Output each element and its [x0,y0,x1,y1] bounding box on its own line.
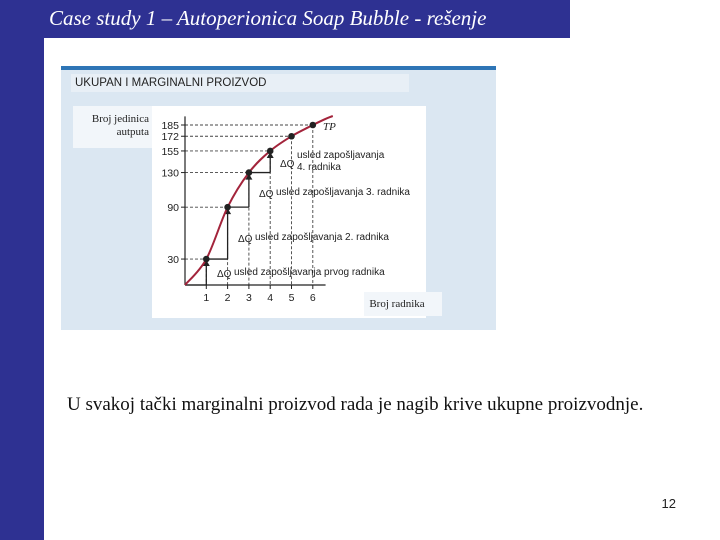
y-axis-label-line1: Broj jedinica [91,113,149,125]
annotation-text-2: 4. radnika [297,162,341,173]
caption-text: U svakoj tački marginalni proizvod rada je nagib krive ukupne proizvodnje. [67,394,644,415]
series-label-tp: TP [323,121,336,133]
annotation-delta-q: ΔQ [217,269,232,280]
data-point [203,256,210,263]
total-product-chart [61,66,496,330]
annotation-text: usled zapošljavanja 2. radnika [255,232,389,243]
y-tick-label: 130 [161,167,179,180]
data-point [267,148,274,155]
sidebar-bar [0,0,44,540]
x-tick-label: 6 [309,292,316,304]
slide-title: Case study 1 – Autoperionica Soap Bubble - rešenje [44,0,570,38]
annotation-delta-q: ΔQ [280,159,295,170]
annotation-delta-q: ΔQ [259,189,274,200]
y-tick-label: 90 [167,202,179,215]
annotation-text: usled zapošljavanja 3. radnika [276,187,410,198]
annotation-text: usled zapošljavanja prvog radnika [234,267,385,278]
x-axis-label: Broj radnika [369,298,425,310]
annotation-text: usled zapošljavanja [297,150,385,161]
page-number: 12 [661,496,676,511]
x-tick-label: 5 [288,292,295,304]
y-axis-label-line2: autputa [116,126,149,138]
chart-title: UKUPAN I MARGINALNI PROIZVOD [71,74,409,92]
x-tick-label: 1 [203,292,210,304]
data-point [224,204,231,211]
data-point [310,122,317,129]
x-tick-label: 4 [267,292,274,304]
y-tick-label: 30 [167,254,179,267]
annotation-delta-q: ΔQ [238,234,253,245]
data-point [288,133,295,140]
y-tick-label: 172 [161,131,179,144]
x-tick-label: 2 [224,292,231,304]
x-tick-label: 3 [245,292,252,304]
data-point [246,169,253,176]
y-tick-label: 155 [161,145,179,158]
y-tick-label: 185 [161,120,179,132]
